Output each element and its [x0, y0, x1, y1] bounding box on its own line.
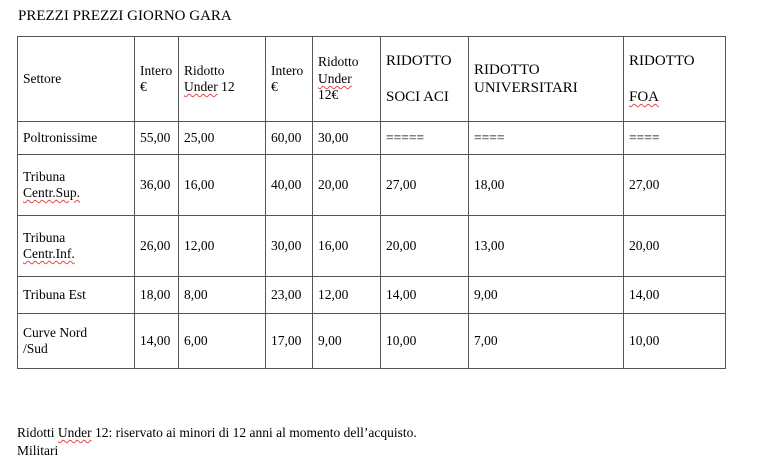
cell-value: 18,00 [135, 277, 179, 314]
cell-value: 7,00 [469, 314, 624, 369]
cell-value: 36,00 [135, 155, 179, 216]
table-header-row [18, 37, 726, 122]
cell-value: 16,00 [313, 216, 381, 277]
cell-value: 23,00 [266, 277, 313, 314]
cell-value: 40,00 [266, 155, 313, 216]
cell-value: 55,00 [135, 122, 179, 155]
prices-table [17, 36, 726, 369]
column-header-ridotto-universitari: RIDOTTO UNIVERSITARI [469, 37, 624, 122]
cell-value: 6,00 [179, 314, 266, 369]
cell-value: 27,00 [624, 155, 726, 216]
column-header-intero-1: Intero € [135, 37, 179, 122]
table-row [18, 216, 726, 277]
cell-value: 18,00 [469, 155, 624, 216]
cell-value: 13,00 [469, 216, 624, 277]
footnote-under12: Ridotti Under 12: riservato ai minori di 12 anni al momento dell’acquisto. [17, 425, 417, 440]
cell-value: 27,00 [381, 155, 469, 216]
column-header-settore: Settore [18, 37, 135, 122]
table-row [18, 277, 726, 314]
cell-value: 12,00 [313, 277, 381, 314]
cell-value: 9,00 [313, 314, 381, 369]
page-title: PREZZI PREZZI GIORNO GARA [18, 8, 232, 24]
cell-value: 9,00 [469, 277, 624, 314]
row-sector-label: Tribuna Centr.Inf. [18, 216, 135, 277]
cell-value: 10,00 [381, 314, 469, 369]
column-header-ridotto-under12-1: Ridotto Under 12 [179, 37, 266, 122]
cell-value: 20,00 [313, 155, 381, 216]
column-header-ridotto-under12-2: Ridotto Under 12€ [313, 37, 381, 122]
cell-value: 14,00 [381, 277, 469, 314]
cell-value: 14,00 [135, 314, 179, 369]
cell-value: 25,00 [179, 122, 266, 155]
cell-value: 30,00 [313, 122, 381, 155]
cell-value: 20,00 [381, 216, 469, 277]
row-sector-label: Poltronissime [18, 122, 135, 155]
cell-value: 14,00 [624, 277, 726, 314]
cell-value: 12,00 [179, 216, 266, 277]
cell-value: 8,00 [179, 277, 266, 314]
cell-value: 30,00 [266, 216, 313, 277]
column-header-ridotto-foa: RIDOTTO FOA [624, 37, 726, 122]
cell-value: 10,00 [624, 314, 726, 369]
row-sector-label: Tribuna Centr.Sup. [18, 155, 135, 216]
cell-value: 60,00 [266, 122, 313, 155]
table-row [18, 122, 726, 155]
footnote-partial: Militari [17, 443, 59, 458]
column-header-ridotto-soci-aci: RIDOTTO SOCI ACI [381, 37, 469, 122]
cell-value: 26,00 [135, 216, 179, 277]
row-sector-label: Curve Nord /Sud [18, 314, 135, 369]
cell-value: ==== [624, 122, 726, 155]
cell-value: 20,00 [624, 216, 726, 277]
cell-value: ==== [469, 122, 624, 155]
cell-value: 17,00 [266, 314, 313, 369]
cell-value: ===== [381, 122, 469, 155]
table-row [18, 155, 726, 216]
cell-value: 16,00 [179, 155, 266, 216]
row-sector-label: Tribuna Est [18, 277, 135, 314]
table-row [18, 314, 726, 369]
column-header-intero-2: Intero € [266, 37, 313, 122]
